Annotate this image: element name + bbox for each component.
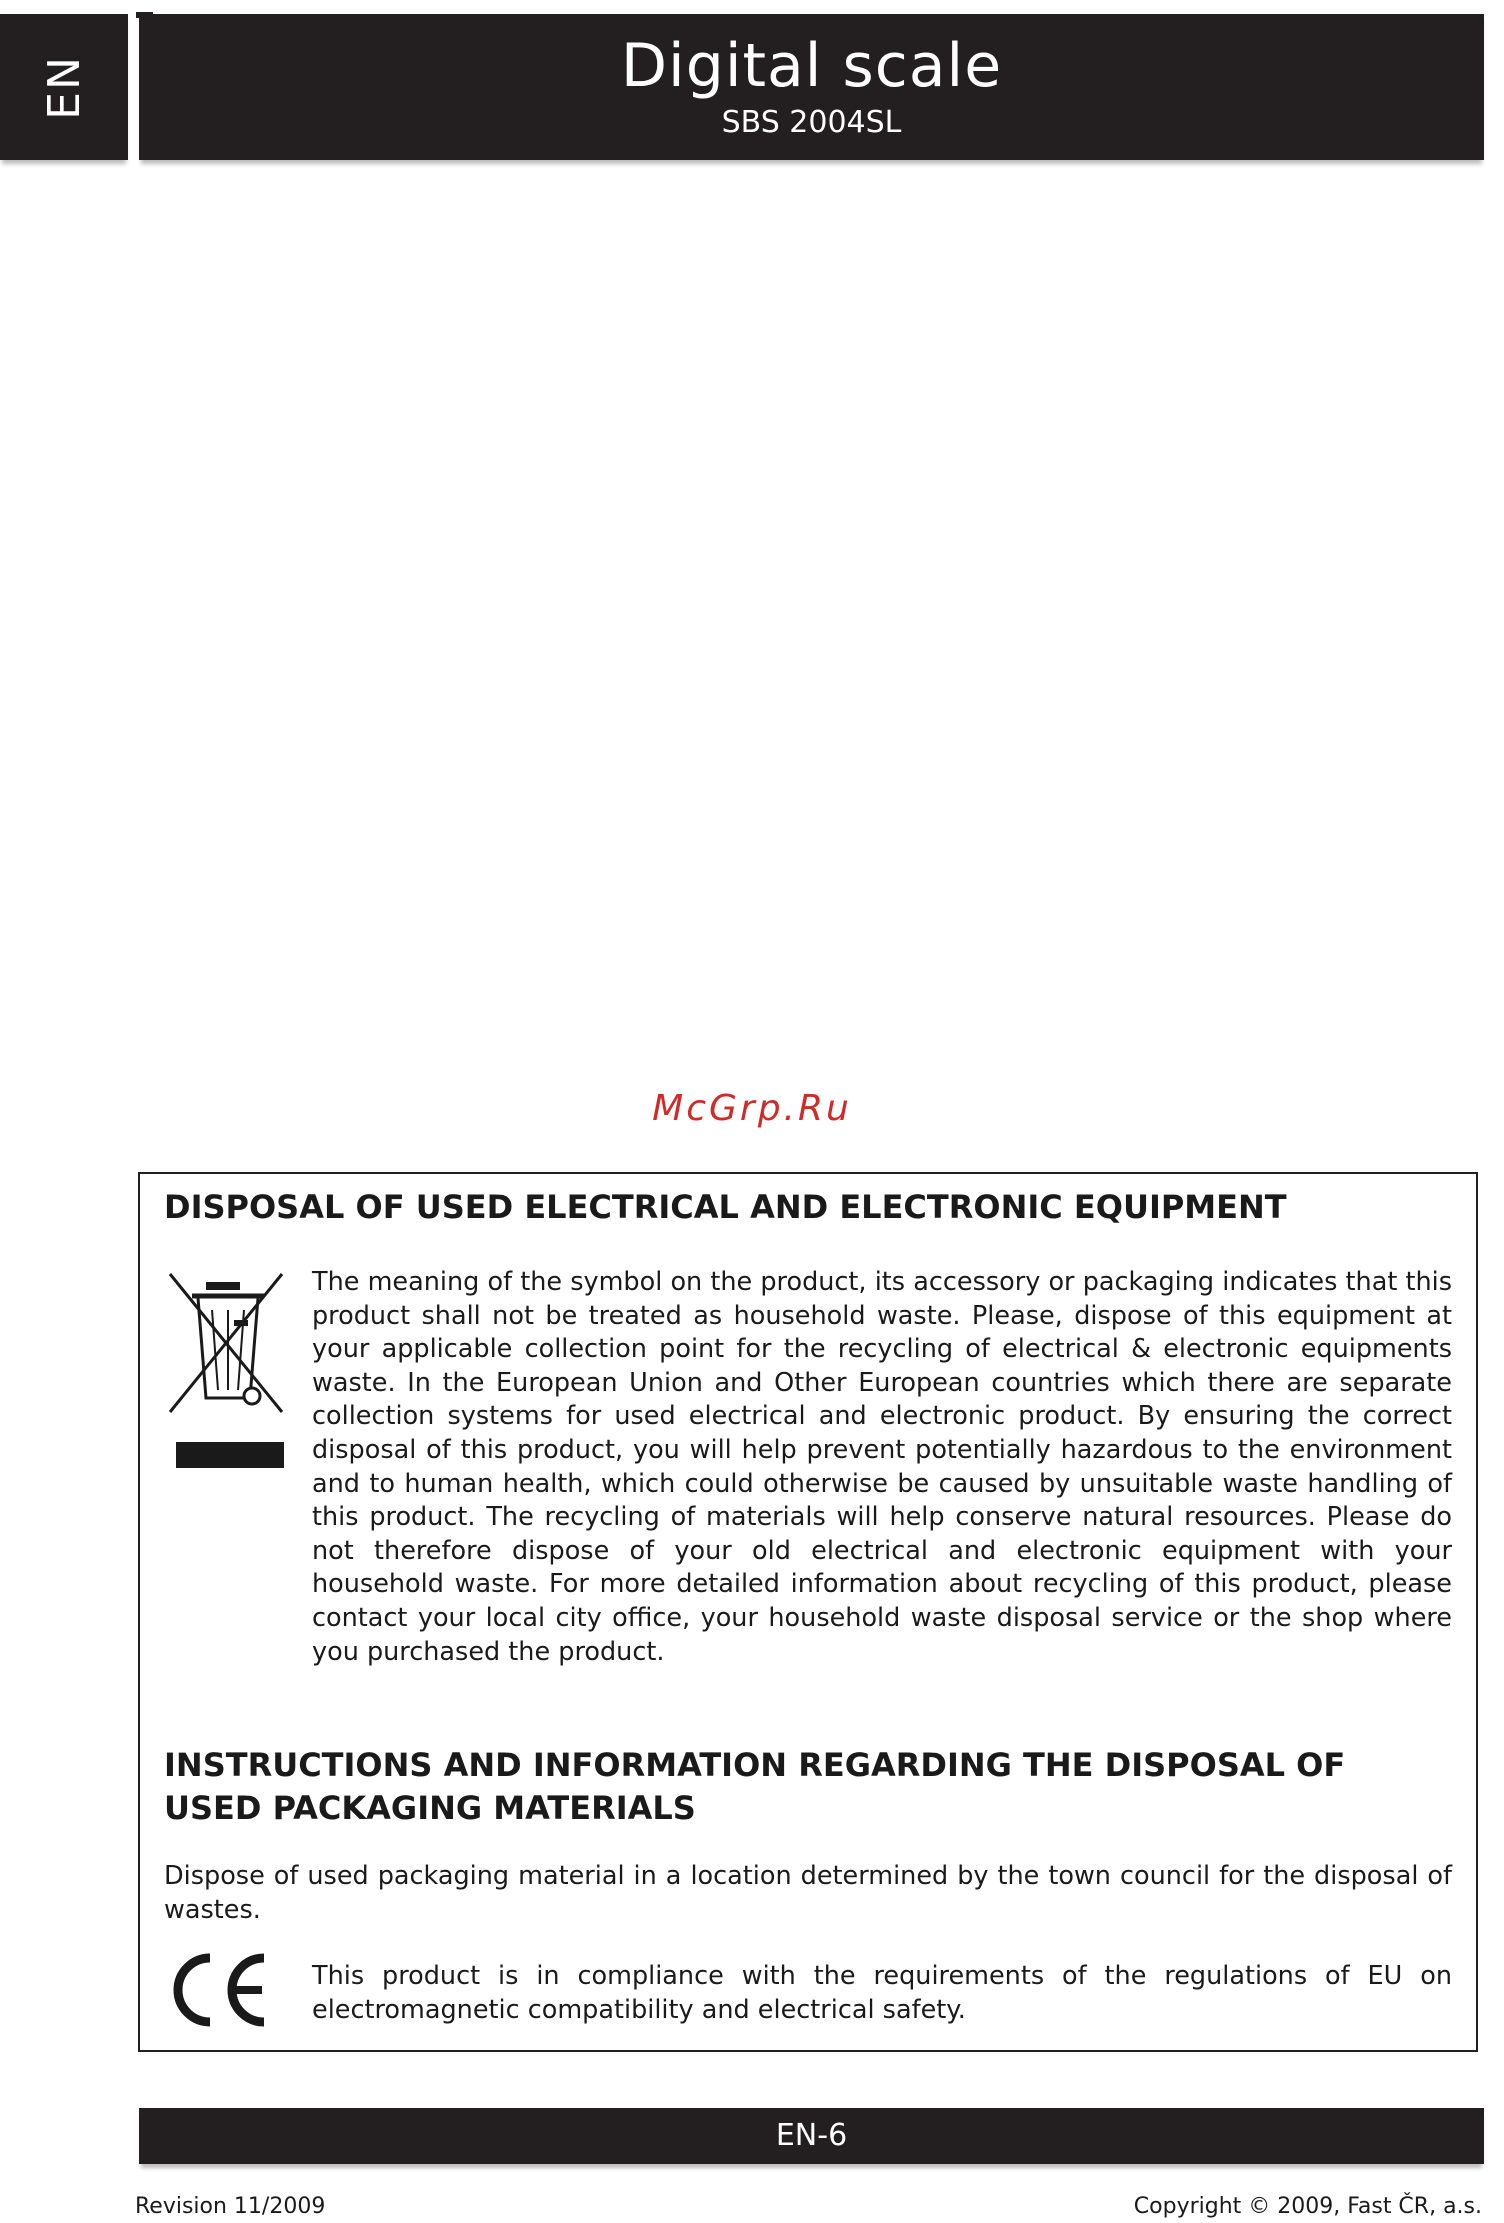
revision-text: Revision 11/2009 <box>135 2194 326 2219</box>
packaging-body: Dispose of used packaging material in a location determined by the town council for the disposal of wastes. <box>164 1861 1452 1925</box>
disposal-heading: DISPOSAL OF USED ELECTRICAL AND ELECTRONIC EQUIPMENT <box>164 1188 1287 1226</box>
language-tab-label: EN <box>38 54 90 120</box>
ce-mark-icon <box>170 1952 270 2028</box>
copyright-text: Copyright © 2009, Fast ČR, a.s. <box>1133 2194 1482 2219</box>
page-title: Digital scale <box>620 31 1003 101</box>
packaging-heading: INSTRUCTIONS AND INFORMATION REGARDING THE DISPOSAL OF USED PACKAGING MATERIALS <box>164 1746 1346 1827</box>
header-bar <box>139 14 1484 160</box>
model-number: SBS 2004SL <box>721 105 902 140</box>
watermark: McGrp.Ru <box>652 1088 852 1129</box>
language-tab <box>0 14 128 160</box>
crossed-out-wheelie-bin-icon <box>164 1268 288 1468</box>
footer-bar <box>139 2108 1484 2164</box>
disposal-body: The meaning of the symbol on the product, its accessory or packaging indicates that this product shall not be treated as household waste. Please, dispose of this equipment at your applicable collection point for the recycling of electrical & electronic equipments waste. In the European Union and Other European countries which there are separate collection systems for used electrical and electronic product. By ensuring the correct disposal of this product, you will help prevent potentially hazardous to the environment and to human health, which could otherwise be caused by unsuitable waste handling of this product. The recycling of materials will help conserve natural resources. Please do not therefore dispose of your old electrical and electronic equipment with your household waste. For more detailed information about recycling of this product, please contact your local city office, your household waste disposal service or the shop where you purchased the product. <box>312 1267 1452 1667</box>
page-number: EN-6 <box>775 2118 848 2153</box>
compliance-body: This product is in compliance with the requirements of the regulations of EU on electromagnetic compatibility and electrical safety. <box>312 1961 1452 2025</box>
disposal-info-box <box>138 1172 1478 2052</box>
